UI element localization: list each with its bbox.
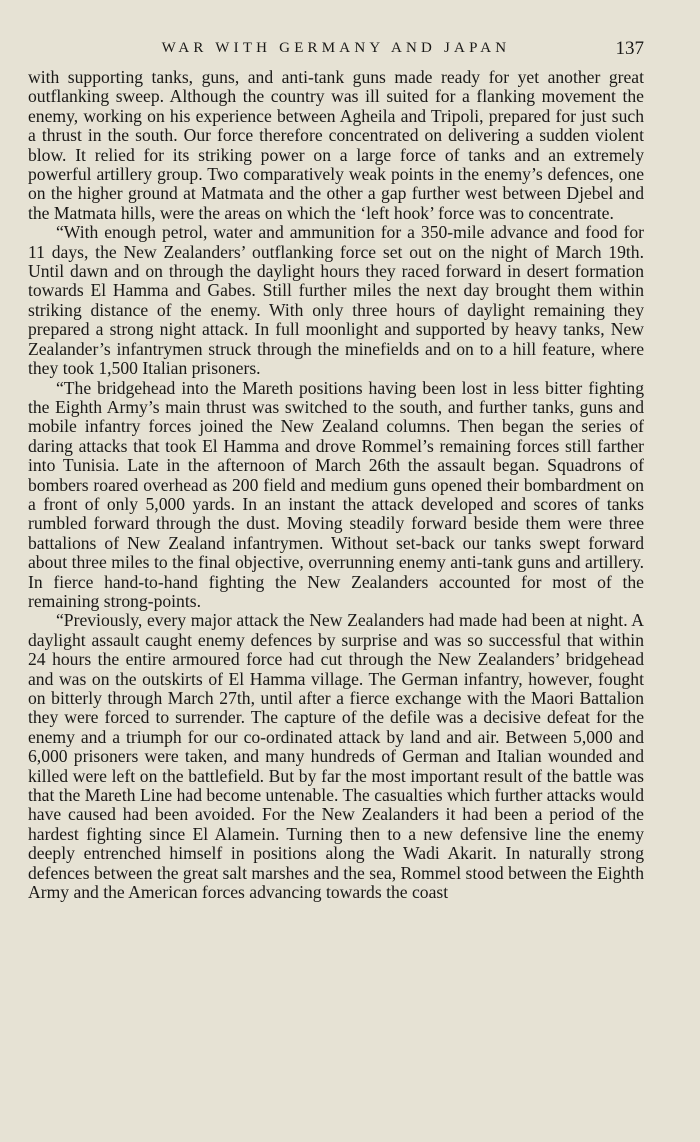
paragraph: “Previously, every major attack the New Zealanders had made had been at night. A daylight assault caught enemy defences by surprise and was so successful that within 24 hours the entire armoured force had cut through the New Zealanders’ bridgehead and was on the outskirts of El Hamma village. The German infantry, however, fought on bitterly through March 27th, until after a fierce exchange with the Maori Battalion they were forced to surrender. The capture of the defile was a decisive defeat for the enemy and a triumph for our co-ordinated attack by land and air. Between 5,000 and 6,000 prisoners were taken, and many hundreds of German and Italian wounded and killed were left on the battlefield. But by far the most important result of the battle was that the Mareth Line had become untenable. The casualties which further attacks would have caused had been avoided. For the New Zealanders it had been a period of the hardest fighting since El Alamein. Turning then to a new defensive line the enemy deeply entrenched himself in positions along the Wadi Akarit. In naturally strong defences between the great salt marshes and the sea, Rommel stood between the Eighth Army and the American forces advancing towards the coast: [28, 610, 644, 903]
paragraph: “The bridgehead into the Mareth positions having been lost in less bitter fighting the Eighth Army’s main thrust was switched to the south, and further tanks, guns and mobile infantry forces joined the New Zealand columns. Then began the series of daring attacks that took El Hamma and drove Rommel’s remaining forces still farther into Tunisia. Late in the afternoon of March 26th the assault began. Squadrons of bombers roared overhead as 200 field and medium guns opened their bombardment on a front of only 5,000 yards. In an instant the attack developed and scores of tanks rumbled forward through the dust. Moving steadily forward beside them were three battalions of New Zealand infantrymen. Without set-back our tanks swept forward about three miles to the final objective, overrunning enemy anti-tank guns and artillery. In fierce hand-to-hand fighting the New Zealanders accounted for most of the remaining strong-points.: [28, 377, 644, 611]
paragraph: “With enough petrol, water and ammunition for a 350-mile advance and food for 11 days, the New Zealanders’ outflanking force set out on the night of March 19th. Until dawn and on through the daylight hours they raced forward in desert formation towards El Hamma and Gabes. Still further miles the next day brought them within striking distance of the enemy. With only three hours of daylight remaining they prepared a strong night attack. In full moonlight and supported by heavy tanks, New Zealander’s infantrymen struck through the minefields and on to a hill feature, where they took 1,500 Italian prisoners.: [28, 222, 644, 379]
page-number: 137: [615, 38, 644, 59]
page-header: [28, 38, 644, 64]
paragraph: with supporting tanks, guns, and anti-tank guns made ready for yet another great outflanking sweep. Although the country was ill suited for a flanking movement the enemy, working on his experience between Agheila and Tripoli, prepared for just such a thrust in the south. Our force therefore concentrated on delivering a sudden violent blow. It relied for its striking power on a large force of tanks and an extremely powerful artillery group. Two comparatively weak points in the enemy’s defences, one on the higher ground at Matmata and the other a gap further west between Djebel and the Matmata hills, were the areas on which the ‘left hook’ force was to concentrate.: [28, 67, 644, 223]
running-title: WAR WITH GERMANY AND JAPAN: [161, 40, 511, 56]
body-text: [28, 68, 644, 902]
